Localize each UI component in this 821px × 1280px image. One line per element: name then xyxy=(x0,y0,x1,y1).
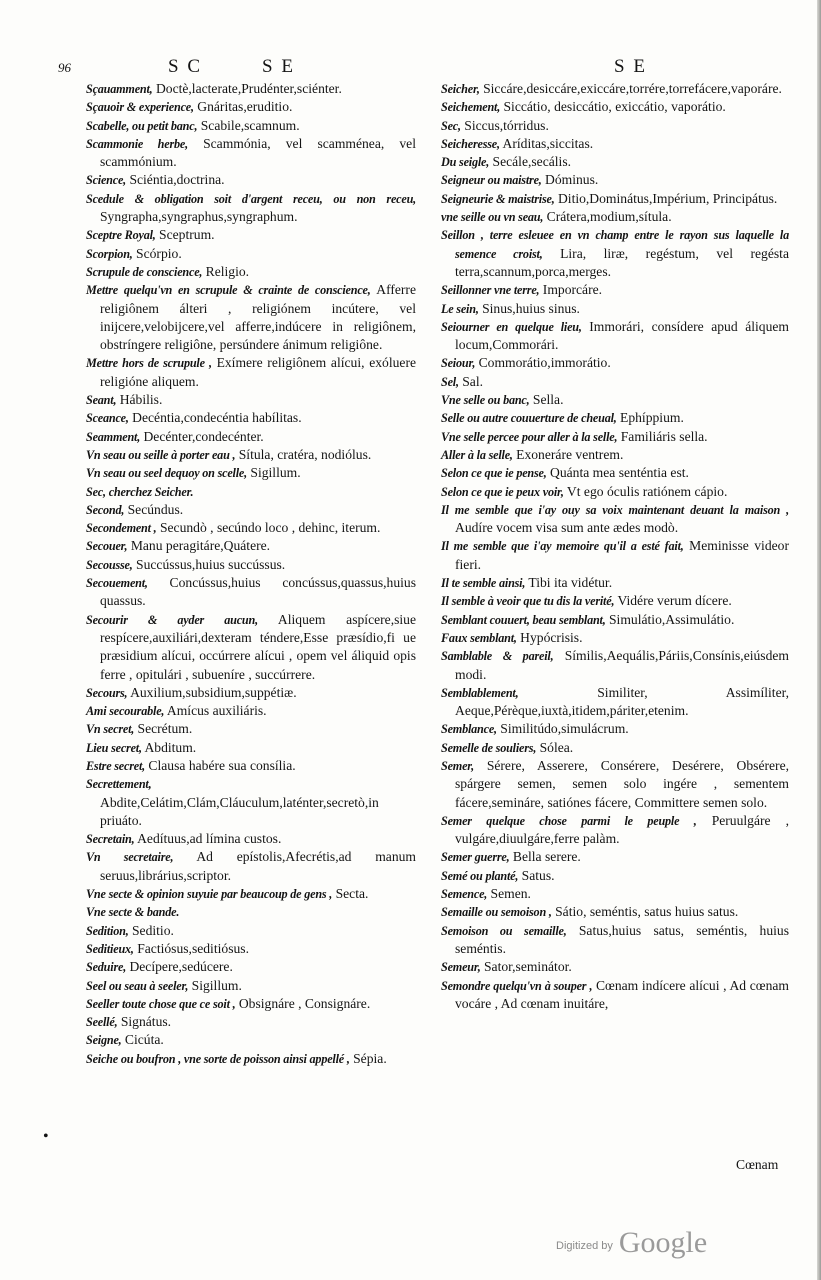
entry-translation: Secta. xyxy=(335,886,369,902)
entry-headword: Semé ou planté, xyxy=(441,868,519,883)
entry-translation: Sinus,huius sinus. xyxy=(482,300,580,316)
entry-translation: Ad epístolis,Afecrétis,ad manum seruus,librárius,scriptor. xyxy=(100,849,416,883)
entry-translation: Aríditas,siccitas. xyxy=(502,135,594,151)
entry-headword: Seigne, xyxy=(86,1033,122,1048)
running-header-right: S E xyxy=(614,56,647,77)
dictionary-entry xyxy=(441,318,789,355)
entry-headword: Scedule & obligation soit d'argent receu, ou non receu, xyxy=(86,191,416,206)
entry-headword: Du seigle, xyxy=(441,155,490,170)
entry-headword: Science, xyxy=(86,173,127,188)
entry-translation: Auxilium,subsidium,suppétiæ. xyxy=(130,684,297,700)
dictionary-entry xyxy=(86,263,416,281)
entry-translation: Siccus,tórridus. xyxy=(464,117,549,133)
entry-translation: Semen. xyxy=(490,886,531,902)
dictionary-entry xyxy=(441,464,789,482)
dictionary-entry xyxy=(441,373,789,391)
dictionary-entry xyxy=(86,903,416,921)
entry-headword: Semeur, xyxy=(441,960,481,975)
entry-headword: Vne selle ou banc, xyxy=(441,393,530,408)
entry-translation: Sítula, cratéra, nodiólus. xyxy=(238,446,372,462)
entry-translation: Signátus. xyxy=(120,1014,172,1030)
entry-headword: Sedition, xyxy=(86,923,129,938)
dictionary-entry xyxy=(441,611,789,629)
entry-translation: Simulátio,Assimulátio. xyxy=(609,611,735,627)
dictionary-entry xyxy=(441,757,789,812)
dictionary-entry xyxy=(441,483,789,501)
entry-headword: Aller à la selle, xyxy=(441,447,513,462)
entry-translation: Hábilis. xyxy=(119,392,163,408)
entry-headword: Seichement, xyxy=(441,100,501,115)
entry-translation: Decípere,sedúcere. xyxy=(129,959,233,975)
entry-translation: Obsignáre , Consignáre. xyxy=(238,995,371,1011)
dictionary-entry xyxy=(441,281,789,299)
dictionary-entry xyxy=(86,977,416,995)
entry-translation: Secrétum. xyxy=(137,721,193,737)
entry-headword: Scabelle, ou petit banc, xyxy=(86,118,198,133)
entry-headword: Semer, xyxy=(441,758,474,773)
dictionary-entry xyxy=(86,940,416,958)
entry-headword: Seeller toute chose que ce soit , xyxy=(86,996,236,1011)
entry-headword: Il te semble ainsi, xyxy=(441,576,526,591)
google-watermark xyxy=(556,1224,736,1258)
entry-headword: Le sein, xyxy=(441,301,479,316)
dictionary-entry xyxy=(86,720,416,738)
entry-translation: Secundò , secúndo loco , dehinc, iterum. xyxy=(159,520,381,536)
dictionary-entry xyxy=(86,702,416,720)
entry-headword: Seigneurie & maistrise, xyxy=(441,191,555,206)
entry-headword: Selon ce que ie peux voir, xyxy=(441,484,564,499)
dictionary-entry xyxy=(441,867,789,885)
entry-translation: Símilis,Aequális,Páriis,Consínis,eiúsdem modi. xyxy=(455,648,789,682)
entry-translation: Manu peragitáre,Quátere. xyxy=(130,538,271,554)
entry-headword: Semence, xyxy=(441,887,488,902)
entry-headword: Second, xyxy=(86,502,125,517)
dictionary-entry xyxy=(86,958,416,976)
entry-translation: Sciéntia,doctrina. xyxy=(129,172,225,188)
entry-headword: Secourir & ayder aucun, xyxy=(86,612,258,627)
dictionary-entry xyxy=(86,922,416,940)
entry-translation: Sceptrum. xyxy=(159,227,215,243)
dictionary-entry xyxy=(86,391,416,409)
watermark-brand: Google xyxy=(618,1226,708,1259)
dictionary-entry xyxy=(86,226,416,244)
dictionary-entry xyxy=(86,98,416,116)
entry-headword: Secours, xyxy=(86,685,128,700)
entry-headword: Sec, cherchez Seicher. xyxy=(86,484,194,499)
entry-headword: Vn secret, xyxy=(86,722,135,737)
dictionary-entry xyxy=(86,1031,416,1049)
dictionary-entry xyxy=(86,757,416,775)
entry-translation: Satus. xyxy=(521,867,555,883)
dictionary-entry xyxy=(441,592,789,610)
entry-headword: Il me semble que i'ay memoire qu'il a esté fait, xyxy=(441,539,684,554)
entry-translation: Religio. xyxy=(205,263,250,279)
entry-translation: Sépia. xyxy=(353,1050,387,1066)
dictionary-entry xyxy=(441,885,789,903)
dictionary-entry xyxy=(86,80,416,98)
entry-translation: Tibi ita vidétur. xyxy=(528,575,613,591)
right-column xyxy=(441,80,789,1013)
entry-translation: Sigillum. xyxy=(250,465,301,481)
dictionary-entry xyxy=(86,483,416,501)
entry-translation: Exímere religiônem alícui, exóluere religióne aliquem. xyxy=(100,355,416,389)
dictionary-entry xyxy=(441,300,789,318)
dictionary-entry xyxy=(86,775,416,830)
entry-translation: Sigillum. xyxy=(191,977,242,993)
entry-headword: Semblance, xyxy=(441,722,497,737)
dictionary-entry xyxy=(441,574,789,592)
dictionary-entry xyxy=(86,171,416,189)
dictionary-entry xyxy=(441,354,789,372)
entry-translation: Sator,seminátor. xyxy=(483,959,572,975)
entry-headword: Secretain, xyxy=(86,832,135,847)
dictionary-entry xyxy=(86,117,416,135)
dictionary-entry xyxy=(441,171,789,189)
entry-translation: Scabile,scamnum. xyxy=(200,117,300,133)
dictionary-entry xyxy=(86,245,416,263)
entry-translation: Ditio,Dominátus,Impérium, Principátus. xyxy=(557,190,778,206)
entry-translation: Doctè,lacterate,Prudénter,sciénter. xyxy=(155,81,342,96)
entry-headword: Semer guerre, xyxy=(441,850,510,865)
entry-translation: Exoneráre ventrem. xyxy=(516,446,624,462)
entry-translation: Sérere, Asserere, Consérere, Desérere, Obsérere, spárgere semen, semen solo ingére , sementem fácere,semináre, satiónes fácere, Committere semen solo. xyxy=(455,757,789,810)
entry-translation: Succússus,huius succússus. xyxy=(136,556,286,572)
entry-headword: Semer quelque chose parmi le peuple , xyxy=(441,813,697,828)
dictionary-entry xyxy=(441,922,789,959)
entry-headword: Il me semble que i'ay ouy sa voix maintenant deuant la maison , xyxy=(441,502,789,517)
dictionary-entry xyxy=(441,153,789,171)
dictionary-entry xyxy=(86,611,416,684)
entry-headword: Vn secretaire, xyxy=(86,850,174,865)
entry-translation: Quánta mea senténtia est. xyxy=(550,465,689,481)
entry-headword: Seiche ou boufron , vne sorte de poisson ainsi appellé , xyxy=(86,1051,350,1066)
entry-headword: Seillon , terre esleuee en vn champ entre le rayon sus laquelle la semence croist, xyxy=(441,228,789,261)
entry-translation: Similiter, Assimíliter, Aeque,Pérèque,iuxtà,itidem,páriter,etenim. xyxy=(455,684,789,719)
entry-headword: Scorpion, xyxy=(86,246,133,261)
entry-translation: Siccáre,desiccáre,exiccáre,torrére,torrefácere,vaporáre. xyxy=(483,81,782,96)
entry-translation: Imporcáre. xyxy=(542,282,603,298)
entry-headword: vne seille ou vn seau, xyxy=(441,210,544,225)
entry-translation: Aedítuus,ad límina custos. xyxy=(137,831,282,847)
dictionary-entry xyxy=(441,812,789,849)
entry-translation: Familiáris sella. xyxy=(620,428,708,444)
entry-translation: Audíre vocem visa sum ante ædes modò. xyxy=(455,520,679,536)
entry-translation: Bella serere. xyxy=(512,849,581,865)
entry-translation: Abdite,Celátim,Clám,Cláuculum,laténter,secretò,in priuáto. xyxy=(100,794,379,828)
entry-headword: Semondre quelqu'vn à souper , xyxy=(441,978,593,993)
dictionary-entry xyxy=(441,117,789,135)
entry-translation: Sella. xyxy=(532,392,564,408)
entry-headword: Sçauoir & experience, xyxy=(86,100,194,115)
entry-headword: Vne secte & bande. xyxy=(86,905,180,920)
entry-translation: Scammónia, vel scamménea, vel scammónium. xyxy=(100,135,416,170)
entry-headword: Seigneur ou maistre, xyxy=(441,173,542,188)
dictionary-entry xyxy=(441,739,789,757)
dictionary-entry xyxy=(86,684,416,702)
entry-headword: Secouer, xyxy=(86,539,128,554)
entry-headword: Sceance, xyxy=(86,411,129,426)
dictionary-entry xyxy=(86,281,416,354)
dictionary-entry xyxy=(441,647,789,684)
entry-headword: Seiourner en quelque lieu, xyxy=(441,319,582,334)
entry-translation: Dóminus. xyxy=(545,172,599,188)
entry-translation: Crátera,modium,sítula. xyxy=(546,209,672,225)
entry-translation: Scórpio. xyxy=(136,245,182,261)
dictionary-entry xyxy=(86,739,416,757)
dictionary-entry xyxy=(441,428,789,446)
entry-headword: Vne selle percee pour aller à la selle, xyxy=(441,429,618,444)
entry-headword: Semblant couuert, beau semblant, xyxy=(441,612,606,627)
entry-headword: Seditieux, xyxy=(86,941,134,956)
page-number: 96 xyxy=(58,60,71,75)
entry-headword: Semoison ou semaille, xyxy=(441,923,567,938)
entry-translation: Aliquem aspícere,siue respícere,auxiliári,dexteram téndere,Esse præsídio,fi ue præsidium alícui, occúrrere alícui , opem vel áliquid opis ferre , opitulári , subueníre , succúrrere. xyxy=(100,611,417,682)
entry-headword: Sçauamment, xyxy=(86,82,153,96)
entry-headword: Il semble à veoir que tu dis la verité, xyxy=(441,594,615,609)
dictionary-entry xyxy=(441,958,789,976)
entry-translation: Vidére verum dícere. xyxy=(617,593,732,609)
dictionary-entry xyxy=(86,519,416,537)
entry-headword: Semblablement, xyxy=(441,685,519,700)
dictionary-entry xyxy=(86,190,416,227)
entry-headword: Sec, xyxy=(441,118,461,133)
entry-headword: Lieu secret, xyxy=(86,740,142,755)
dictionary-entry xyxy=(441,226,789,281)
entry-headword: Secrettement, xyxy=(86,777,152,792)
dictionary-entry xyxy=(441,409,789,427)
entry-headword: Sceptre Royal, xyxy=(86,228,156,243)
dictionary-entry xyxy=(441,208,789,226)
entry-headword: Scrupule de conscience, xyxy=(86,264,203,279)
entry-translation: Vt ego óculis ratiónem cápio. xyxy=(566,483,728,499)
entry-translation: Sátio, seméntis, satus huius satus. xyxy=(555,904,739,920)
entry-translation: Clausa habére sua consília. xyxy=(148,757,296,773)
entry-translation: Commorátio,immorátio. xyxy=(478,355,611,371)
dictionary-entry xyxy=(86,501,416,519)
entry-translation: Secále,secális. xyxy=(492,154,572,170)
entry-headword: Semaille ou semoison , xyxy=(441,905,552,920)
entry-headword: Samblable & pareil, xyxy=(441,649,554,664)
dictionary-entry xyxy=(441,977,789,1014)
dictionary-entry xyxy=(86,1050,416,1068)
dictionary-entry xyxy=(86,464,416,482)
catchword: Cœnam xyxy=(736,1157,779,1172)
dictionary-entry xyxy=(441,190,789,208)
dictionary-entry xyxy=(86,1013,416,1031)
entry-translation: Sal. xyxy=(462,373,484,389)
entry-translation: Afferre religiônem álteri , religiónem incútere, vel inijcere,velobijcere,vel afferre,indúcere in religiônem, obstríngere religiône, persúndere ánimum religiône. xyxy=(100,282,416,353)
entry-headword: Seamment, xyxy=(86,429,141,444)
entry-headword: Vn seau ou seel dequoy on scelle, xyxy=(86,466,247,481)
entry-translation: Decénter,condecénter. xyxy=(143,428,264,444)
entry-headword: Estre secret, xyxy=(86,758,146,773)
entry-translation: Secúndus. xyxy=(127,501,184,517)
entry-translation: Similitúdo,simulácrum. xyxy=(500,721,629,737)
dictionary-entry xyxy=(441,848,789,866)
entry-headword: Mettre quelqu'vn en scrupule & crainte de conscience, xyxy=(86,283,371,298)
dictionary-entry xyxy=(86,848,416,885)
dictionary-entry xyxy=(441,537,789,574)
entry-headword: Seiour, xyxy=(441,356,476,371)
entry-headword: Vne secte & opinion suyuie par beaucoup de gens , xyxy=(86,887,333,902)
dictionary-entry xyxy=(441,391,789,409)
entry-translation: Concússus,huius concússus,quassus,huius quassus. xyxy=(100,575,416,609)
entry-headword: Seduire, xyxy=(86,960,127,975)
entry-headword: Secousse, xyxy=(86,557,133,572)
watermark-prefix: Digitized by xyxy=(556,1240,613,1252)
dictionary-entry xyxy=(441,446,789,464)
entry-headword: Seellé, xyxy=(86,1015,118,1030)
page-edge xyxy=(817,0,821,1280)
dictionary-entry xyxy=(86,537,416,555)
entry-translation: Siccátio, desiccátio, exiccátio, vaporátio. xyxy=(503,99,726,115)
dictionary-entry xyxy=(86,354,416,391)
entry-translation: Seditio. xyxy=(131,922,174,938)
dictionary-entry xyxy=(86,428,416,446)
entry-translation: Peruulgáre , vulgáre,diuulgáre,ferre palàm. xyxy=(455,812,789,847)
dictionary-entry xyxy=(86,409,416,427)
entry-translation: Cicúta. xyxy=(124,1032,164,1048)
entry-headword: Secouement, xyxy=(86,576,148,591)
entry-translation: Amícus auxiliáris. xyxy=(166,703,267,719)
entry-translation: Ephíppium. xyxy=(620,410,684,426)
running-header-left: S C xyxy=(168,56,202,77)
entry-translation: Gnáritas,eruditio. xyxy=(197,99,293,115)
entry-translation: Abditum. xyxy=(144,739,197,755)
entry-headword: Scammonie herbe, xyxy=(86,136,188,151)
entry-translation: Sólea. xyxy=(539,739,574,755)
dictionary-entry xyxy=(441,903,789,921)
entry-headword: Seel ou seau à seeler, xyxy=(86,978,189,993)
entry-translation: Hypócrisis. xyxy=(520,629,583,645)
dictionary-entry xyxy=(86,574,416,611)
entry-headword: Selon ce que ie pense, xyxy=(441,466,547,481)
dictionary-entry xyxy=(441,629,789,647)
dictionary-entry xyxy=(86,556,416,574)
entry-headword: Semelle de souliers, xyxy=(441,740,537,755)
entry-translation: Syngrapha,syngraphus,syngraphum. xyxy=(100,209,298,225)
entry-headword: Seicheresse, xyxy=(441,136,500,151)
entry-headword: Sel, xyxy=(441,374,459,389)
entry-headword: Seicher, xyxy=(441,82,480,96)
margin-mark: • xyxy=(43,1128,49,1145)
dictionary-entry xyxy=(441,80,789,98)
dictionary-entry xyxy=(86,885,416,903)
entry-translation: Decéntia,condecéntia habílitas. xyxy=(132,410,302,426)
dictionary-entry xyxy=(86,135,416,172)
running-header-left-2: S E xyxy=(262,56,295,77)
dictionary-entry xyxy=(441,98,789,116)
dictionary-entry xyxy=(441,501,789,538)
left-column xyxy=(86,80,416,1068)
entry-translation: Immorári, consídere apud áliquem locum,Commorári. xyxy=(455,318,790,353)
entry-translation: Lira, liræ, regéstum, vel regésta terra,scannum,porca,merges. xyxy=(455,245,789,279)
entry-headword: Secondement , xyxy=(86,521,157,536)
entry-translation: Meminisse videor fieri. xyxy=(455,538,789,572)
entry-headword: Seillonner vne terre, xyxy=(441,283,540,298)
entry-headword: Mettre hors de scrupule , xyxy=(86,356,212,371)
entry-headword: Selle ou autre couuerture de cheual, xyxy=(441,411,617,426)
entry-headword: Seant, xyxy=(86,393,117,408)
dictionary-entry xyxy=(86,446,416,464)
entry-translation: Factiósus,seditiósus. xyxy=(137,940,249,956)
entry-translation: Satus,huius satus, seméntis, huius seméntis. xyxy=(455,922,789,956)
dictionary-entry xyxy=(441,135,789,153)
dictionary-entry xyxy=(86,995,416,1013)
entry-headword: Ami secourable, xyxy=(86,704,165,719)
dictionary-entry xyxy=(441,684,789,721)
entry-headword: Vn seau ou seille à porter eau , xyxy=(86,447,236,462)
entry-headword: Faux semblant, xyxy=(441,630,517,645)
entry-translation: Cœnam indícere alícui , Ad cœnam vocáre , Ad cœnam inuitáre, xyxy=(455,977,789,1011)
dictionary-entry xyxy=(86,830,416,848)
dictionary-entry xyxy=(441,720,789,738)
